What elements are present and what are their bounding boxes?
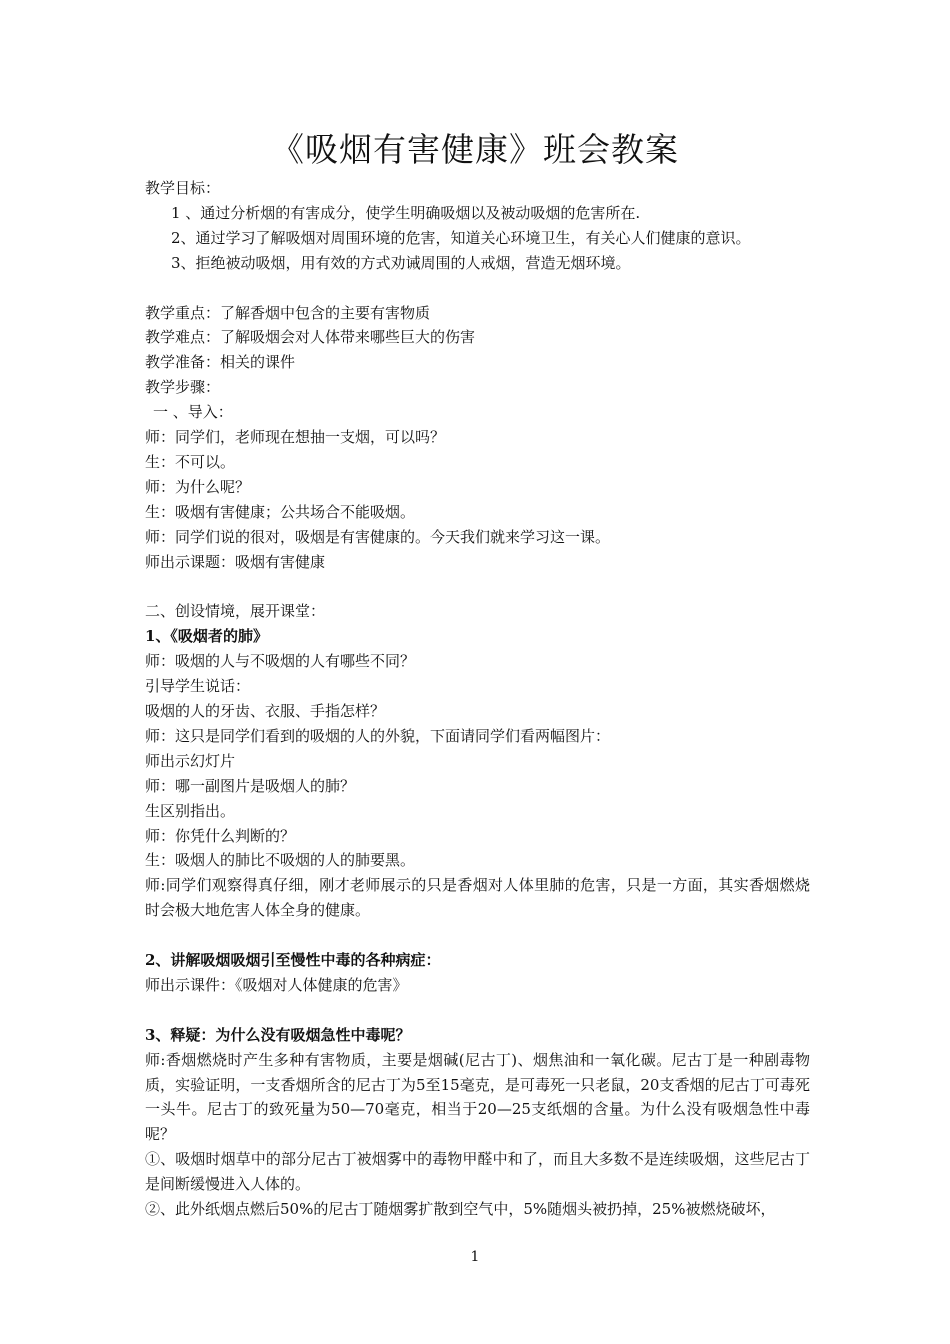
page-number: 1	[470, 1249, 480, 1265]
dialogue-line: 吸烟的人的牙齿、衣服、手指怎样？	[145, 702, 386, 720]
teaching-difficulty: 教学难点：了解吸烟会对人体带来哪些巨大的伤害	[145, 328, 476, 347]
lesson-topic-line: 师出示课题：吸烟有害健康	[145, 552, 326, 571]
teaching-preparation: 教学准备：相关的课件	[145, 353, 296, 372]
objective-item-1: 1 、通过分析烟的有害成分，使学生明确吸烟以及被动吸烟的危害所在.	[171, 203, 641, 222]
blank-line	[145, 998, 810, 1023]
teaching-focus: 教学重点：了解香烟中包含的主要有害物质	[145, 303, 431, 322]
paragraph: 师:同学们观察得真仔细，刚才老师展示的只是香烟对人体里肺的危害，只是一方面，其实香烟燃烧时会极大地危害人体全身的健康。	[145, 876, 810, 920]
dialogue-line: 师：同学们，老师现在想抽一支烟，可以吗？	[145, 428, 446, 447]
dialogue-line: 师：同学们说的很对，吸烟是有害健康的。今天我们就来学习这一课。	[145, 527, 611, 546]
blank-line	[145, 923, 810, 948]
paragraph: ②、此外纸烟点燃后50%的尼古丁随烟雾扩散到空气中，5%随烟头被扔掉，25%被燃烧破坏，	[145, 1200, 776, 1219]
dialogue-line: 师：吸烟的人与不吸烟的人有哪些不同？	[145, 652, 416, 671]
blank-line	[145, 276, 810, 301]
paragraph: 师:香烟燃烧时产生多种有害物质，主要是烟碱(尼古丁)、烟焦油和一氧化碳。尼古丁是一种剧毒物质，实验证明，一支香烟所含的尼古丁为5至15毫克，是可毒死一只老鼠，20支香烟的尼古丁可毒死一头牛。尼古丁的致死量为50—70毫克，相当于20—25支纸烟的含量。为什么没有吸烟急性中毒呢？	[145, 1050, 810, 1144]
dialogue-line: 生区别指出。	[145, 801, 236, 820]
objective-item-2: 2、通过学习了解吸烟对周围环境的危害，知道关心环境卫生，有关心人们健康的意识。	[171, 228, 751, 247]
subsection-heading-3: 3、释疑：为什么没有吸烟急性中毒呢？	[145, 1025, 411, 1044]
paragraph: ①、吸烟时烟草中的部分尼古丁被烟雾中的毒物甲醛中和了，而且大多数不是连续吸烟，这些尼古丁是间断缓慢进入人体的。	[145, 1150, 810, 1194]
step-2-heading: 二、创设情境，展开课堂：	[145, 602, 326, 621]
objective-item-3: 3、拒绝被动吸烟，用有效的方式劝诫周围的人戒烟，营造无烟环境。	[171, 253, 631, 272]
step-1-heading: 一 、导入：	[153, 403, 233, 422]
document-title: 《吸烟有害健康》班会教案	[271, 130, 679, 169]
teaching-steps-heading: 教学步骤：	[145, 378, 221, 397]
subsection-heading-1: 1、《吸烟者的肺》	[145, 627, 268, 646]
subsection-heading-2: 2、讲解吸烟吸烟引至慢性中毒的各种病症：	[145, 951, 441, 970]
blank-line	[145, 574, 810, 599]
dialogue-line: 师：哪一副图片是吸烟人的肺？	[145, 776, 356, 795]
section-heading-objectives: 教学目标：	[145, 179, 221, 197]
dialogue-line: 师：这只是同学们看到的吸烟的人的外貌，下面请同学们看两幅图片：	[145, 726, 611, 745]
dialogue-line: 引导学生说话：	[145, 677, 251, 696]
dialogue-line: 师出示幻灯片	[145, 751, 236, 770]
dialogue-line: 师：为什么呢？	[145, 477, 251, 496]
courseware-line: 师出示课件：《吸烟对人体健康的危害》	[145, 975, 408, 994]
dialogue-line: 生：吸烟有害健康；公共场合不能吸烟。	[145, 502, 416, 521]
document-body	[145, 176, 810, 1222]
dialogue-line: 生：吸烟人的肺比不吸烟的人的肺要黑。	[145, 851, 416, 870]
dialogue-line: 生：不可以。	[145, 452, 236, 471]
dialogue-line: 师：你凭什么判断的？	[145, 826, 296, 845]
